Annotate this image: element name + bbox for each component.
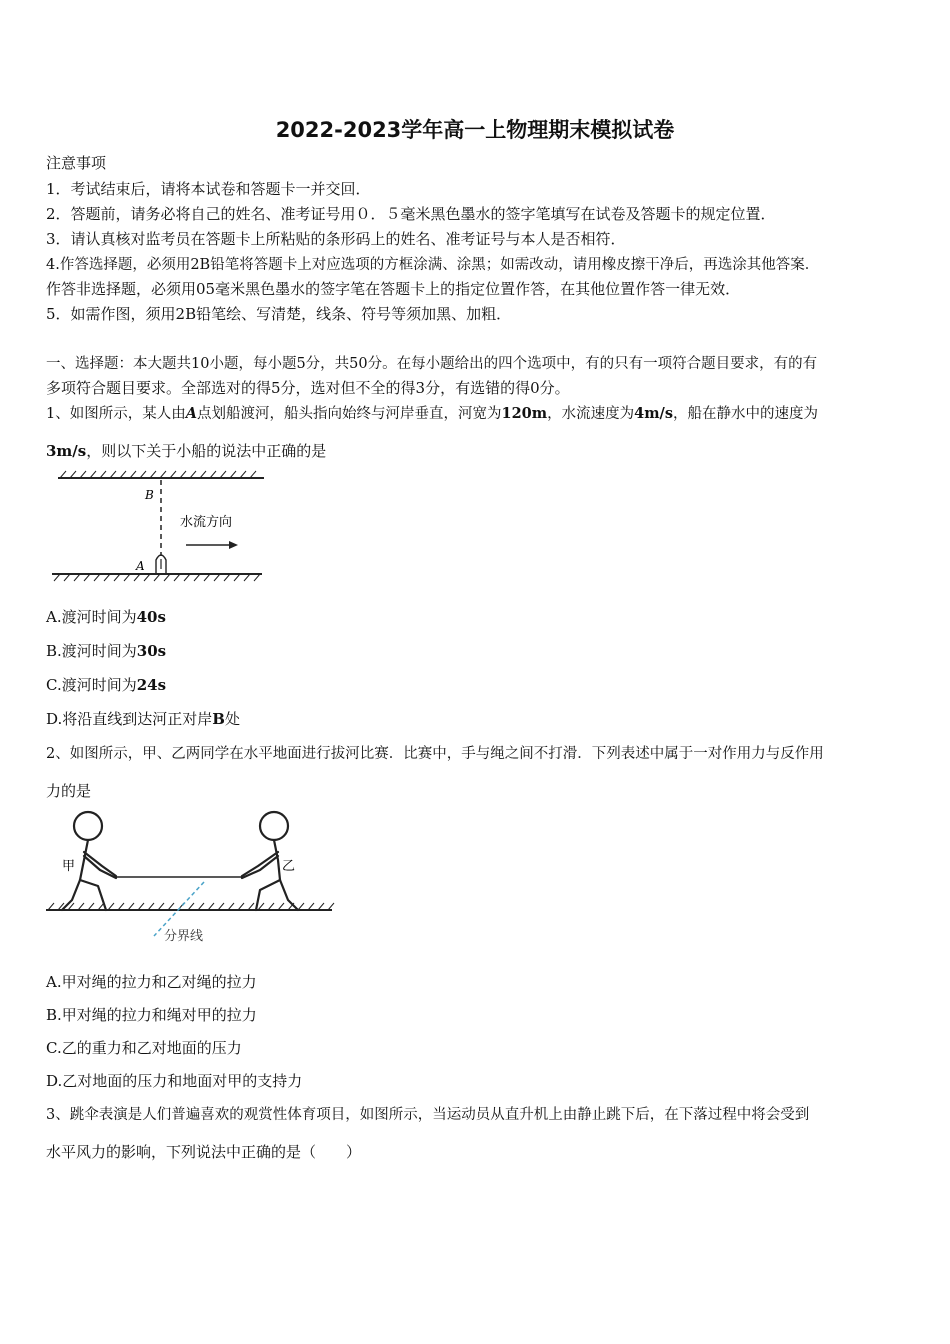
q1-option-b[interactable]: B.渡河时间为30s <box>46 642 167 660</box>
q1-option-d[interactable]: D.将沿直线到达河正对岸B处 <box>46 710 240 728</box>
notice-item: 作答非选择题，必须用05毫米黑色墨水的签字笔在答题卡上的指定位置作答，在其他位置作答一律无效． <box>46 280 741 298</box>
boundary-label: 分界线 <box>164 929 204 944</box>
label-jia: 甲 <box>62 859 76 874</box>
tug-of-war-figure <box>44 806 344 946</box>
q2-option-b[interactable]: B.甲对绳的拉力和绳对甲的拉力 <box>46 1006 257 1024</box>
notice-item: 2．答题前，请务必将自己的姓名、准考证号用０．５毫米黑色墨水的签字笔填写在试卷及答题卡的规定位置． <box>46 205 776 223</box>
notice-item: 1．考试结束后，请将本试卷和答题卡一并交回． <box>46 180 371 198</box>
q1-option-a[interactable]: A.渡河时间为40s <box>46 608 166 626</box>
point-b-label: B <box>145 488 154 502</box>
label-yi: 乙 <box>282 859 296 874</box>
q3-stem-line2: 水平风力的影响，下列说法中正确的是（ ） <box>46 1143 362 1161</box>
q2-option-c[interactable]: C.乙的重力和乙对地面的压力 <box>46 1039 242 1057</box>
q2-stem-line2: 力的是 <box>46 782 92 800</box>
section-instructions: 多项符合题目要求。全部选对的得5分，选对但不全的得3分，有选错的得0分。 <box>46 379 570 397</box>
flow-direction-label: 水流方向 <box>180 515 233 530</box>
q2-option-d[interactable]: D.乙对地面的压力和地面对甲的支持力 <box>46 1072 303 1090</box>
q1-option-c[interactable]: C.渡河时间为24s <box>46 676 167 694</box>
notice-item: 4.作答选择题，必须用2B铅笔将答题卡上对应选项的方框涂满、涂黑；如需改动，请用橡皮擦干净后，再选涂其他答案． <box>46 257 820 273</box>
page-title: 2022-2023学年高一上物理期末模拟试卷 <box>275 118 675 142</box>
q2-option-a[interactable]: A.甲对绳的拉力和乙对绳的拉力 <box>46 973 257 991</box>
notice-heading: 注意事项 <box>46 154 107 172</box>
notice-item: 3．请认真核对监考员在答题卡上所粘贴的条形码上的姓名、准考证号与本人是否相符． <box>46 230 626 248</box>
q2-stem-line1: 2、如图所示，甲、乙两同学在水平地面进行拔河比赛．比赛中，手与绳之间不打滑．下列表述中属于一对作用力与反作用 <box>46 746 824 762</box>
section-instructions: 一、选择题：本大题共10小题，每小题5分，共50分。在每小题给出的四个选项中，有的只有一项符合题目要求，有的有 <box>46 356 818 372</box>
q3-stem-line1: 3、跳伞表演是人们普遍喜欢的观赏性体育项目，如图所示，当运动员从直升机上由静止跳下后，在下落过程中将会受到 <box>46 1107 810 1123</box>
q1-stem-line2: 3m/s，则以下关于小船的说法中正确的是 <box>46 442 327 460</box>
arrow-right-icon <box>229 541 238 549</box>
river-crossing-figure <box>40 466 280 594</box>
q1-stem-line1: 1、如图所示，某人由A点划船渡河，船头指向始终与河岸垂直，河宽为120m，水流速度为4m/s，船在静水中的速度为 <box>46 405 819 422</box>
point-a-label: A <box>136 559 145 573</box>
notice-item: 5．如需作图，须用2B铅笔绘、写清楚，线条、符号等须加黑、加粗． <box>46 305 512 323</box>
